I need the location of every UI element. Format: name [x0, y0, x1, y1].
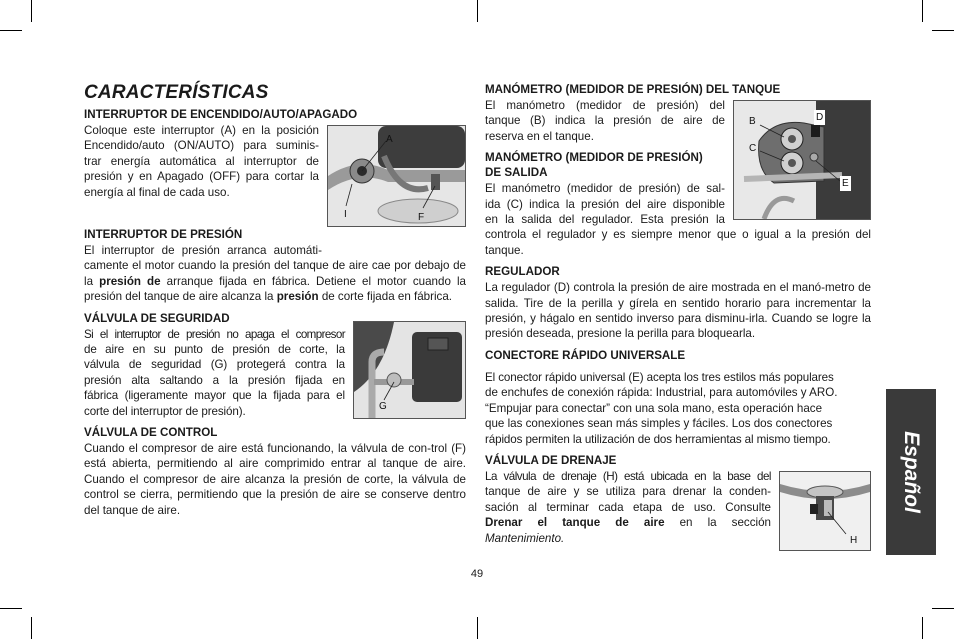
crop-mark: [932, 30, 954, 31]
text-line: Encendido/auto (ON/AUTO) para suminis-: [84, 139, 319, 153]
text-line: ida (C) indica la presión del aire disponible: [485, 197, 725, 211]
text-line: Coloque este interruptor (A) en la posición: [84, 124, 319, 137]
text-line: El conector rápido universal (E) acepta los tres estilos más populares: [485, 370, 834, 384]
text-line: rápidos permiten la utilización de dos herramientas al mismo tiempo.: [485, 432, 831, 446]
section-heading-drain-valve: VÁLVULA DE DRENAJE: [485, 453, 617, 467]
section-heading-regulator: REGULADOR: [485, 265, 560, 279]
callout-e: E: [840, 176, 851, 191]
section-heading-power-switch: INTERRUPTOR DE ENCENDIDO/AUTO/APAGADO: [84, 108, 358, 121]
page-number: 49: [470, 568, 484, 580]
callout-f: F: [418, 212, 425, 223]
text-line: válvula de seguridad (G) protegerá contra la: [84, 358, 345, 372]
gauges-figure: [733, 100, 871, 220]
text-line: El manómetro (medidor de presión) de sal-: [485, 182, 725, 196]
text-line: Drenar el tanque de aire en la sección: [485, 516, 771, 530]
crop-mark: [0, 30, 22, 31]
text-line: Mantenimiento.: [485, 531, 565, 545]
crop-mark: [31, 0, 32, 22]
switch-figure: [327, 125, 466, 227]
text-line: El manómetro (medidor de presión) del: [485, 99, 725, 112]
text-line: reserva en el tanque.: [485, 129, 594, 143]
text-line: trar energía automática al interruptor de: [84, 154, 319, 168]
text-line: La válvula de drenaje (H) está ubicada en la base del: [485, 469, 771, 483]
regulator-body: La regulador (D) controla la presión de aire mostrada en el manó-metro de salida. Tire de la perilla y gírela en sentido horario para incrementar la presión, y hágalo en sentido inverso para disminu-irla. Cuando se logre la presión deseada, presione la perilla para bloquearla.: [485, 281, 871, 341]
language-tab: [886, 389, 936, 555]
crop-mark: [922, 0, 923, 22]
callout-a: A: [386, 134, 393, 145]
callout-h: H: [850, 534, 858, 546]
text-line: fábrica (ligeramente mayor que la fijada para el: [84, 389, 345, 403]
text-line: energía al final de cada uso.: [84, 185, 230, 199]
callout-g: G: [379, 400, 387, 412]
text-line: sación al terminar cada etapa de uso. Consulte: [485, 500, 771, 514]
crop-mark: [932, 608, 954, 609]
text-line: Si el interruptor de presión no apaga el compresor: [84, 327, 345, 341]
text-line: de enchufes de conexión rápida: Industrial, para automóviles y ARO.: [485, 386, 838, 400]
text-line: que las conexiones sean más simples y fáciles. Los dos conectores: [485, 417, 833, 431]
crop-mark: [477, 617, 478, 639]
callout-b: B: [749, 116, 756, 127]
callout-c: C: [749, 143, 757, 154]
left-column: [84, 82, 466, 518]
text-line: tanque (B) indica la presión de aire de: [485, 114, 725, 128]
crop-mark: [477, 0, 478, 22]
section-heading-pressure-switch: INTERRUPTOR DE PRESIÓN: [84, 228, 243, 241]
outlet-gauge-body: controla el regulador y es siempre menor que o igual a la presión del tanque.: [485, 228, 871, 257]
drain-valve-figure: [779, 471, 871, 551]
text-line: en la salida del regulador. Esta presión la: [485, 213, 725, 227]
crop-mark: [922, 617, 923, 639]
text-line: presión y en Apagado (OFF) para cortar la: [84, 170, 319, 184]
right-column: [485, 82, 871, 551]
text-line: tanque de aire y se utiliza para drenar la conden-: [485, 485, 771, 499]
crop-mark: [0, 608, 22, 609]
check-valve-body: Cuando el compresor de aire está funcionando, la válvula de con-trol (F) está abierta, permitiendo al aire comprimido entrar al tanque de aire. Cuando el compresor de aire alcanza la presión de corte, la válvula de control se cierra, permitiendo que la presión de aire se conserve dentro del tanque de aire.: [84, 442, 466, 517]
pressure-switch-body: camente el motor cuando la presión del tanque de aire cae por debajo de la presión de arranque fijada en fábrica. Detiene el motor cuando la presión del tanque de aire alcanza la presión de corte fijada en fábrica.: [84, 259, 466, 304]
section-heading-outlet-gauge: MANÓMETRO (MEDIDOR DE PRESIÓN) DE SALIDA: [485, 151, 703, 180]
section-heading-check-valve: VÁLVULA DE CONTROL: [84, 426, 218, 440]
section-heading-safety-valve: VÁLVULA DE SEGURIDAD: [84, 311, 230, 325]
text-line: El interruptor de presión arranca automáti-: [84, 244, 322, 257]
page-title: CARACTERÍSTICAS: [84, 82, 269, 103]
safety-valve-figure: [353, 321, 466, 419]
crop-mark: [31, 617, 32, 639]
text-line: corte del interruptor de presión).: [84, 404, 246, 418]
callout-i: I: [344, 209, 347, 220]
text-line: de aire en su punto de presión de corte, la: [84, 343, 345, 357]
section-heading-quick-coupler: CONECTORE RÁPIDO UNIVERSALE: [485, 348, 686, 362]
section-heading-tank-gauge: MANÓMETRO (MEDIDOR DE PRESIÓN) DEL TANQUE: [485, 83, 781, 96]
language-tab-label: Español: [900, 431, 923, 513]
text-line: “Empujar para conectar” con una sola mano, esta operación hace: [485, 401, 823, 415]
callout-d: D: [814, 110, 825, 125]
text-line: presión alta saltando a la presión fijada en: [84, 373, 345, 387]
